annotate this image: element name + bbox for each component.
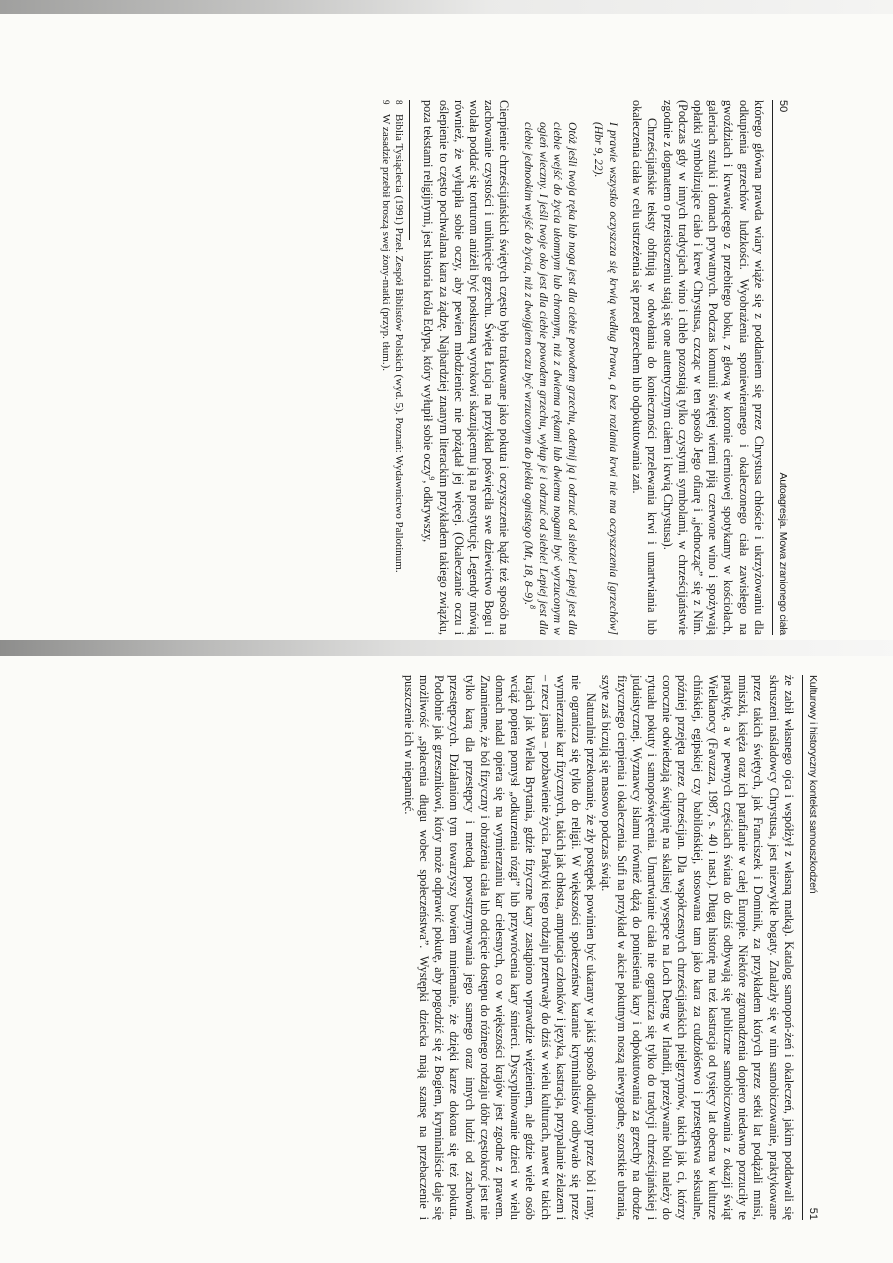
quote-text: Otóż jeśli twoja ręka lub noga jest dla ciebie powodem grzechu, odetnij ją i odrzuć od siebie! Lepiej jest dla ciebie wejść do życia ułomnym lub chromym, niż z dwiema rękami lub dwiema nogami być wyrzuconym w ogień wieczny. I jeśli twoje oko jest dla ciebie powodem grzechu, wyłup je i odrzuć od siebie! Lepiej jest dla ciebie jednookim wejść do życia, niż z dwojgiem oczu być wrzuconym do piekła ognistego (Mt, 18, 8–9) [522, 122, 579, 635]
scan-edge-top [0, 0, 893, 14]
page-number: 50 [777, 100, 789, 113]
left-page [0, 85, 893, 640]
right-page [0, 660, 893, 1263]
paragraph: Naturalnie przekonanie, że zły postępek powinien być ukarany w jakiś sposób odkupiony przez ból i rany, nie ogranicza się tylko do religii. W większości społeczeństw karanie kryminalistów odbywało się przez wymierzanie kar fizycznych, takich jak chłosta, amputacja członków i języka, kastracja, przypalanie żelazem i – rzecz jasna – pozbawienie życia. Praktyki tego rodzaju przetrwały do dziś w wielu kulturach, nawet w takich krajach jak Wielka Brytania, gdzie fizyczne kary zastąpiono wprawdzie więzieniem, ale gdzie wiele osób wciąż popiera pomysł „odkurzenia rózgi” lub przywrócenia kary śmierci. Dyscyplinowanie dzieci w wielu domach nadal opiera się na wymierzaniu kar cielesnych, co w większości krajów jest zgodne z prawem. Znamienne, że ból fizyczny i obrażenia ciała lub odcięcie dostępu do różnego rodzaju dóbr częstokroć jest nie tylko karą dla przestępcy i metodą powstrzymywania jego samego oraz innych ludzi od zachowań przestępczych. Działaniom tym towarzyszy bowiem mniemanie, że dzięki karze dokona się też pokuta. Podobnie jak grzesznikowi, który może odprawić pokutę, aby pogodzić się z Bogiem, kryminaliście daje się możliwość „spłacenia długu wobec społeczeństwa”. Występki dziecka mają szansę na przebaczenie i puszczenie ich w niepamięć. [401, 675, 599, 1220]
footnote [378, 100, 392, 635]
running-head: Autoagresja. Mowa zranionego ciała [777, 472, 789, 635]
paragraph-text: Cierpienie chrześcijańskich świętych często było traktowane jako pokuta i oczyszczenie bądź też sposób na zachowanie czystości i uniknięcie grzechu. Święta Łucja na przykład poświęciła swe dziewictwo Bogu i wolała poddać się torturom aniżeli być posłuszną wyrokowi skazującemu ją na prostytucję. Legendy mówią również, że wyłupiła sobie oczy, aby pewien młodzieniec nie pożądał jej więcej. (Okaleczanie oczu i oślepienie to często pochwalana kara za żądzę. Najbardziej znanym literackim przykładem takiego związku, poza tekstami religijnymi, jest historia króla Edypa, który wyłupił sobie oczy [421, 100, 512, 635]
footnote-number: 9 [380, 100, 391, 105]
paragraph: Chrześcijańskie teksty obfitują w odwołania do konieczności przelewania krwi i umartwiania lub okaleczenia ciała w celu ustrzeżenia się przed grzechem lub odpokutowania zań. [630, 100, 660, 635]
left-page-header [772, 100, 790, 635]
running-head: Kulturowy i historyczny kontekst samouszkodzeń [807, 675, 819, 894]
footnote-text: W zasadzie przebił broszą swej żony-matki (przyp. tłum.). [379, 114, 392, 371]
footnote-ref: 9 [427, 476, 437, 481]
bible-quote: I prawie wszystko oczyszcza się krwią według Prawa, a bez rozlania krwi nie ma oczyszczenia [grzechów] (Hbr 9, 22). [592, 122, 620, 635]
left-page-text-block [378, 100, 790, 635]
paragraph-text-end: , odkrywszy, [421, 480, 436, 543]
right-page-text-block [401, 675, 820, 1220]
footnote-ref: 8 [527, 605, 537, 609]
scan-fold [0, 640, 893, 656]
footnote-text: Biblia Tysiąclecia (1991) Przeł. Zespół Biblistów Polskich (wyd. 5). Poznań: Wydawnictwo Pallotinum. [393, 114, 406, 573]
page-number: 51 [807, 1207, 819, 1220]
footnote-divider [409, 100, 410, 240]
bible-quote: Otóż jeśli twoja ręka lub noga jest dla ciebie powodem grzechu, odetnij ją i odrzuć od siebie! Lepiej jest dla ciebie wejść do życia ułomnym lub chromym, niż z dwiema rękami lub dwiema nogami być wyrzuconym w ogień wieczny. I jeśli twoje oko jest dla ciebie powodem grzechu, wyłup je i odrzuć od siebie! Lepiej jest dla ciebie jednookim wejść do życia, niż z dwojgiem oczu być wrzuconym do piekła ognistego (Mt, 18, 8–9).$^8$ [522, 122, 579, 635]
right-page-header [802, 675, 820, 1220]
footnote [392, 100, 406, 635]
footnote-number: 8 [394, 100, 405, 105]
paragraph: że zabił własnego ojca i współżył z własną matką). Katalog samopoń-żeń i okaleczeń, jakim poddawali się skruszeni naśladowcy Chrystusa, jest niezwykle bogaty. Znalazły się w nim samobiczowanie, praktykowane przez takich świętych, jak Franciszek i Dominik, za przykładem których przez setki lat podążali mnisi, mniszki, księża oraz ich parafianie w całej Europie. Niektóre zgromadzenia dopiero niedawno porzuciły te praktykę, a w pewnych częściach świata do dziś odbywają się publiczne samobiczowania z okazji świąt Wielkanocy (Favazza, 1987, s. 40 i nast.). Długą historię ma też kastracja od tysięcy lat obecna w kulturze chińskiej, egipskiej czy babilońskiej, stosowana tam jako kara za cudzołóstwo i przestępstwa seksualne, później przejęta przez chrześcijan. Dla współczesnych chrześcijańskich pielgrzymów, takich jak ci, którzy corocznie odwiedzają świątynię na skalistej wysepce na Loch Dearg w Irlandii, przeżywanie bólu należy do rytuału pokuty i samopoświęcenia. Umartwianie ciała nie ogranicza się tylko do tradycji chrześcijańskiej i judaistycznej. Wyznawcy islamu również dążą do poniesienia kary i odpokutowania za grzechy na drodze fizycznego cierpienia i okaleczenia. Sufi na przykład w akcie pokutnym noszą niewygodne, szorstkie ubrania, szyte zaś biczują się masowo podczas świąt. [599, 675, 796, 1220]
paragraph: którego główna prawda wiary wiąże się z poddaniem się przez Chrystusa chłoście i ukrzyżowaniu dla odkupienia grzechów ludzkości. Wyobrażenia sponiewieranego i okaleczonego ciała zawisłego na gwoździach i krwawiącego z przebitego boku, z głową w koronie cierniowej spotykamy w kościołach, galeriach sztuki i domach prywatnych. Podczas komunii świętej wierni piją czerwone wino i spożywają opłatki symbolizujące ciało i krew Chrystusa, czcząc w ten sposób Jego ofiarę i „jednocząc” się z Nim. (Podczas gdy w innych tradycjach wino i chleb pozostają tylko czystymi symbolami, w chrześcijaństwie zgodnie z dogmatem o przeistoczeniu stają się one autentycznym ciałem i krwią Chrystusa). [660, 100, 766, 635]
paragraph [420, 100, 511, 635]
